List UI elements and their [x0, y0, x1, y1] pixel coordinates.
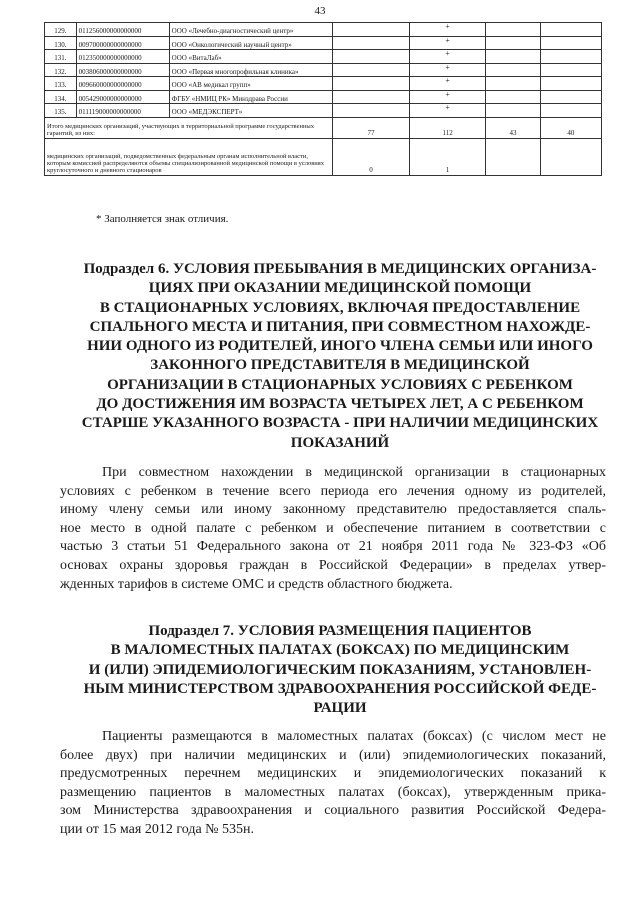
- total-value-2: 112: [409, 117, 486, 138]
- table-row: [45, 63, 602, 77]
- table-row: [45, 36, 602, 50]
- row-number: 133.: [45, 77, 77, 91]
- row-number: 129.: [45, 23, 77, 37]
- table-row: [45, 50, 602, 64]
- row-value-3: [486, 63, 540, 77]
- row-number: 130.: [45, 36, 77, 50]
- paragraph-line: предусмотренных перечнем медицинских и эпидемиологических показаний к: [60, 766, 606, 782]
- row-number: 134.: [45, 90, 77, 104]
- row-value-1: [333, 90, 410, 104]
- federal-value-1: 0: [333, 138, 410, 175]
- federal-value-3: [486, 138, 540, 175]
- table-row: [45, 104, 602, 118]
- row-value-1: [333, 63, 410, 77]
- heading-line: ДО ДОСТИЖЕНИЯ ИМ ВОЗРАСТА ЧЕТЫРЕХ ЛЕТ, А С РЕБЕНКОМ: [96, 396, 584, 413]
- section-7-heading: [60, 622, 620, 718]
- total-row: [45, 117, 602, 138]
- paragraph-line: более двух) при наличии медицинских и (или) эпидемиологических показаний,: [60, 747, 606, 763]
- row-value-3: [486, 104, 540, 118]
- table-row: [45, 90, 602, 104]
- heading-line: НЫМ МИНИСТЕРСТВОМ ЗДРАВООХРАНЕНИЯ РОССИЙСКОЙ ФЕДЕ-: [83, 680, 597, 697]
- paragraph-line: размещению пациентов в маломестных палатах (боксах), утвержденным прика-: [60, 784, 606, 800]
- section-7-paragraph: [60, 728, 606, 840]
- row-mark: +: [409, 63, 486, 77]
- paragraph-line: основах охраны здоровья граждан в Российской Федерации» в пределах утвер-: [60, 557, 606, 573]
- paragraph-line: Пациенты размещаются в маломестных палатах (боксах) (с числом мест не: [102, 729, 606, 744]
- paragraph-line: частью 3 статьи 51 Федерального закона от 21 ноября 2011 года № 323-ФЗ «Об: [60, 539, 606, 555]
- federal-row-label: медицинских организаций, подведомственных федеральным органам исполнительной власти, которым комиссией распределяются объемы специализированной медицинской помощи в условиях круглосуточного и дневного стационаров: [45, 138, 333, 175]
- row-mark: +: [409, 104, 486, 118]
- total-value-4: 40: [540, 117, 601, 138]
- row-value-3: [486, 77, 540, 91]
- row-code: 011256000000000000: [76, 23, 169, 37]
- heading-line: В МАЛОМЕСТНЫХ ПАЛАТАХ (БОКСАХ) ПО МЕДИЦИНСКИМ: [110, 642, 570, 659]
- row-value-4: [540, 50, 601, 64]
- section-6-paragraph: [60, 464, 606, 594]
- row-value-1: [333, 50, 410, 64]
- row-value-1: [333, 104, 410, 118]
- row-value-3: [486, 36, 540, 50]
- row-org-name: ООО «Онкологический научный центр»: [169, 36, 333, 50]
- heading-line: НИИ ОДНОГО ИЗ РОДИТЕЛЕЙ, ИНОГО ЧЛЕНА СЕМЬИ ИЛИ ИНОГО: [87, 338, 593, 355]
- federal-value-2: 1: [409, 138, 486, 175]
- total-row-label: Итого медицинских организаций, участвующих в территориальной программе государственных гарантий, из них:: [45, 117, 333, 138]
- paragraph-line: условиях с ребенком в течение всего периода его лечения одному из родителей,: [60, 483, 606, 499]
- row-value-4: [540, 23, 601, 37]
- row-code: 009700000000000000: [76, 36, 169, 50]
- row-org-name: ООО «МЕДЭКСПЕРТ»: [169, 104, 333, 118]
- row-number: 131.: [45, 50, 77, 64]
- row-code: 011119000000000000: [76, 104, 169, 118]
- row-value-4: [540, 36, 601, 50]
- total-value-3: 43: [486, 117, 540, 138]
- organizations-table-body: [45, 23, 602, 176]
- row-value-3: [486, 90, 540, 104]
- paragraph-line: При совместном нахождении в медицинской организации в стационарных: [102, 465, 606, 480]
- row-code: 009660000000000000: [76, 77, 169, 91]
- heading-line: Подраздел 6. УСЛОВИЯ ПРЕБЫВАНИЯ В МЕДИЦИНСКИХ ОРГАНИЗА-: [83, 261, 597, 277]
- heading-line: ПОКАЗАНИЙ: [290, 434, 390, 451]
- row-value-3: [486, 23, 540, 37]
- heading-line: Подраздел 7. УСЛОВИЯ РАЗМЕЩЕНИЯ ПАЦИЕНТОВ: [148, 623, 532, 639]
- paragraph-line: иному члену семьи или иному законному представителю предоставляется спаль-: [60, 502, 606, 518]
- row-code: 003806000000000000: [76, 63, 169, 77]
- heading-line: В СТАЦИОНАРНЫХ УСЛОВИЯХ, ВКЛЮЧАЯ ПРЕДОСТАВЛЕНИЕ: [99, 299, 581, 316]
- federal-value-4: [540, 138, 601, 175]
- row-mark: +: [409, 90, 486, 104]
- page-number: 43: [314, 5, 326, 17]
- paragraph-line: ции от 15 мая 2012 года № 535н.: [60, 821, 255, 837]
- row-mark: +: [409, 23, 486, 37]
- row-mark: +: [409, 50, 486, 64]
- paragraph-line: зом Министерства здравоохранения и социального развития Российской Федера-: [60, 803, 606, 819]
- row-code: 012350000000000000: [76, 50, 169, 64]
- heading-line: ЗАКОННОГО ПРЕДСТАВИТЕЛЯ В МЕДИЦИНСКОЙ: [150, 357, 530, 374]
- row-org-name: ООО «АВ медикал групп»: [169, 77, 333, 91]
- heading-line: РАЦИИ: [313, 700, 367, 717]
- row-org-name: ООО «Первая многопрофильная клиника»: [169, 63, 333, 77]
- paragraph-line: ное место в одной палате с ребенком и обеспечение питанием в соответствии с: [60, 520, 606, 536]
- heading-line: СПАЛЬНОГО МЕСТА И ПИТАНИЯ, ПРИ СОВМЕСТНОМ НАХОЖДЕ-: [89, 318, 591, 335]
- federal-row: [45, 138, 602, 175]
- row-org-name: ООО «ВитаЛаб»: [169, 50, 333, 64]
- row-org-name: ФГБУ «НМИЦ РК» Минздрава России: [169, 90, 333, 104]
- row-value-4: [540, 77, 601, 91]
- row-value-3: [486, 50, 540, 64]
- row-value-4: [540, 104, 601, 118]
- row-mark: +: [409, 77, 486, 91]
- footnote: * Заполняется знак отличия.: [96, 213, 229, 225]
- row-value-4: [540, 90, 601, 104]
- organizations-table: [44, 22, 602, 176]
- row-org-name: ООО «Лечебно-диагностический центр»: [169, 23, 333, 37]
- row-code: 005429000000000000: [76, 90, 169, 104]
- row-value-1: [333, 36, 410, 50]
- section-6-heading: [60, 260, 620, 453]
- row-value-1: [333, 23, 410, 37]
- total-value-1: 77: [333, 117, 410, 138]
- row-number: 135.: [45, 104, 77, 118]
- heading-line: И (ИЛИ) ЭПИДЕМИОЛОГИЧЕСКИМ ПОКАЗАНИЯМ, УСТАНОВЛЕН-: [88, 661, 592, 678]
- row-number: 132.: [45, 63, 77, 77]
- heading-line: СТАРШЕ УКАЗАННОГО ВОЗРАСТА - ПРИ НАЛИЧИИ МЕДИЦИНСКИХ: [81, 415, 599, 432]
- heading-line: ЦИЯХ ПРИ ОКАЗАНИИ МЕДИЦИНСКОЙ ПОМОЩИ: [148, 280, 532, 297]
- table-row: [45, 77, 602, 91]
- paragraph-line: жденных тарифов в системе ОМС и средств областного бюджета.: [60, 576, 453, 592]
- row-mark: +: [409, 36, 486, 50]
- table-row: [45, 23, 602, 37]
- row-value-4: [540, 63, 601, 77]
- row-value-1: [333, 77, 410, 91]
- heading-line: ОРГАНИЗАЦИИ В СТАЦИОНАРНЫХ УСЛОВИЯХ С РЕБЕНКОМ: [107, 376, 573, 393]
